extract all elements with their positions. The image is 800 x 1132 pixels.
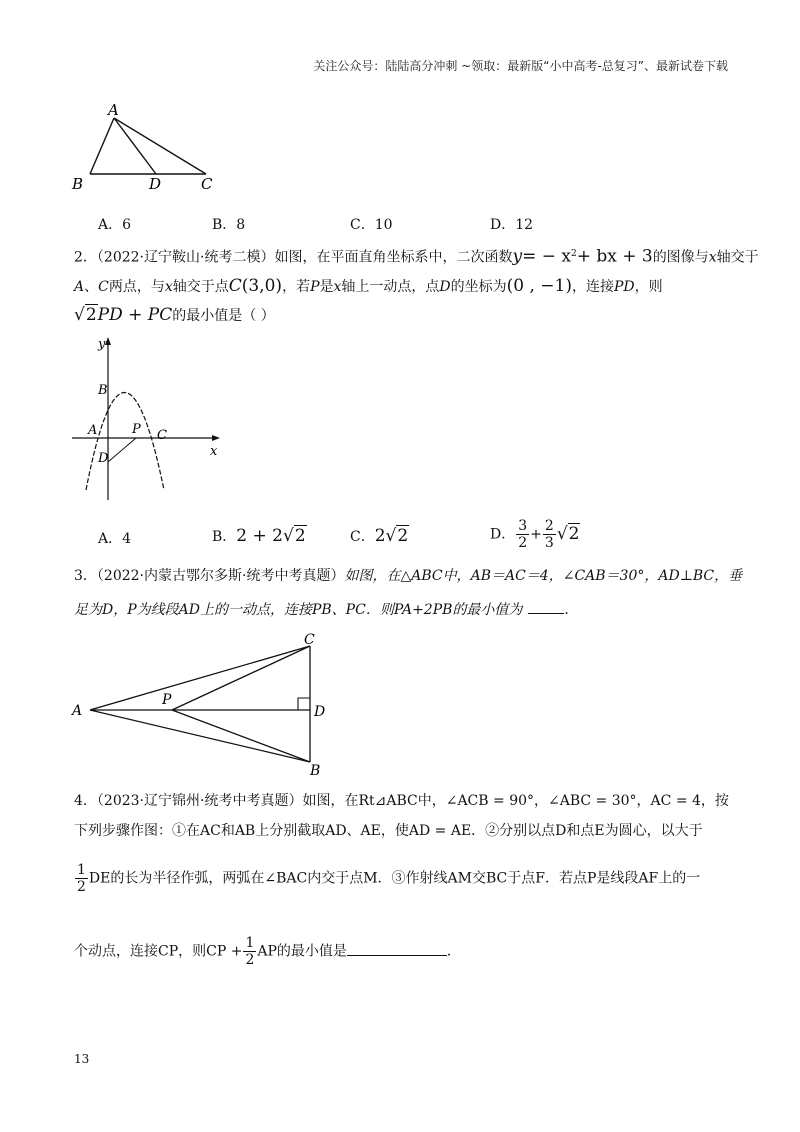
q3-line-1: 3．（2022·内蒙古鄂尔多斯·统考中考真题）如图，在△ABC中，AB＝AC＝4，∠CAB＝30°，AD⊥BC，垂 [74,568,743,584]
label-a2: A [88,423,98,438]
q3-line-2: 足为D，P为线段AD上的一动点，连接PB、PC．则PA+2PB的最小值为 ． [74,602,579,618]
q2-line-2: A、C两点，与x轴交于点C(3,0)，若P是x轴上一动点，点D的坐标为(0 , −1)，连接PD，则 [74,276,663,296]
label-c3: C [304,632,315,648]
q4-answer-blank[interactable] [347,955,447,956]
figure-triangle-apcdb [68,630,338,780]
q2-option-b[interactable]: B．2 + 2√2 [212,526,306,546]
label-a3: A [72,703,83,719]
label-y: y [98,337,106,352]
label-b: B [72,175,84,193]
label-c2: C [157,428,167,443]
page-number: 13 [74,1052,90,1066]
label-d3: D [314,704,326,720]
segment-ad [114,118,156,174]
q4-line-2: 下列步骤作图：①在AC和AB上分别截取AD、AE，使AD = AE．②分别以点D和点E为圆心，以大于 [74,823,703,839]
figure-parabola [68,335,228,505]
label-p3: P [162,692,172,708]
figure-triangle-abd [68,100,228,195]
segment-pb3 [172,710,310,762]
segment-ab3 [90,710,310,762]
label-a: A [108,101,119,119]
q1-option-c[interactable]: C．10 [350,217,393,233]
label-c: C [201,175,213,193]
q3-answer-blank[interactable] [528,613,564,614]
parabola-curve [86,393,164,491]
page-header: 关注公众号：陆陆高分冲刺 ~领取：最新版“小中高考-总复习”、最新试卷下载 [313,59,728,73]
segment-pd [108,438,136,462]
q4-line-4: 个动点，连接CP，则CP + $\frac{1}{2}$ AP的最小值是 ． [74,935,461,968]
q1-option-b[interactable]: B．8 [212,217,246,233]
label-b3: B [310,763,321,779]
right-angle-mark [298,698,310,710]
q1-option-a[interactable]: A．6 [98,217,132,233]
q2-option-d[interactable]: D． $\frac{3}{2}$ + $\frac{2}{3}$ √2 [490,518,580,551]
segment-ac [114,118,206,174]
y-axis-arrow [105,337,111,345]
segment-pc3 [172,646,310,710]
q2-line-3: √2PD + PC的最小值是（ ） [74,305,275,325]
q4-line-3: $\frac{1}{2}$ DE的长为半径作弧，两弧在∠BAC内交于点M．③作射线AM交BC于点F．若点P是线段AF上的一 [77,862,701,895]
label-x: x [210,444,218,459]
q2-line-1: 2．（2022·辽宁鞍山·统考二模）如图，在平面直角坐标系中，二次函数$y= - x^2+$ bx + 3的图像与x轴交于 [74,246,759,267]
q4-line-1: 4．（2023·辽宁锦州·统考中考真题）如图，在Rt⊿ABC中，∠ACB = 90°，∠ABC = 30°，AC = 4，按 [74,793,729,809]
q2-option-a[interactable]: A．4 [98,531,132,547]
q1-option-d[interactable]: D．12 [490,217,534,233]
segment-ab [90,118,114,174]
label-p2: P [132,422,141,437]
x-axis-arrow [212,435,220,441]
label-d2: D [98,451,109,466]
q2-option-c[interactable]: C．2√2 [350,526,409,546]
label-b2: B [98,383,108,398]
segment-ac3 [90,646,310,710]
label-d: D [149,175,162,193]
